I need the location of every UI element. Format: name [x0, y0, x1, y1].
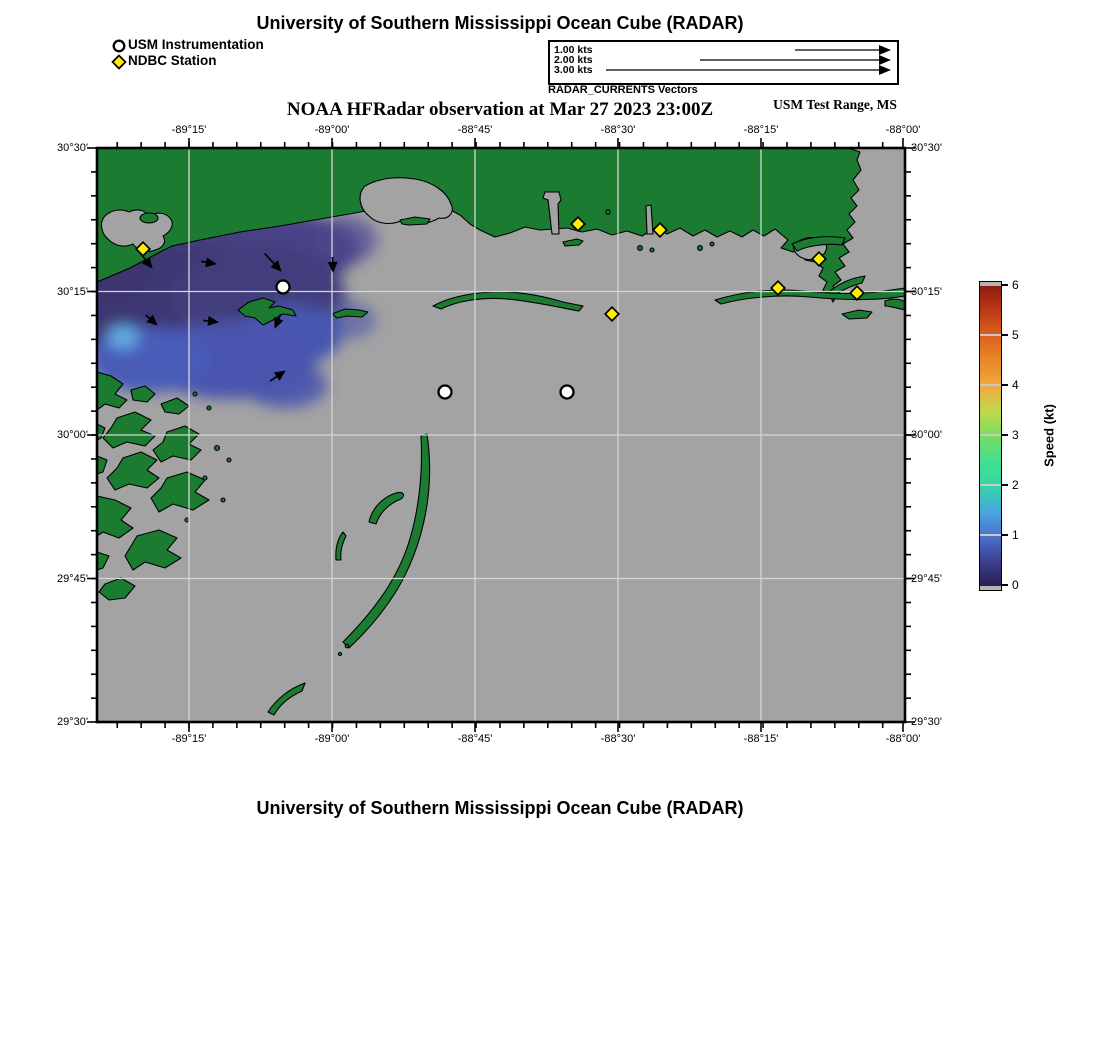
axis-tick-label: 29°45'	[911, 572, 942, 585]
colorbar-gridline	[980, 334, 1001, 336]
axis-tick-label: 29°45'	[57, 572, 88, 585]
colorbar-tick	[1002, 334, 1008, 336]
colorbar-gradient	[980, 286, 1001, 586]
footer-title: University of Southern Mississippi Ocean Cube (RADAR)	[256, 798, 744, 818]
colorbar-axis-label: Speed (kt)	[1041, 404, 1057, 467]
axis-tick-label: -88°15'	[743, 124, 779, 136]
colorbar-tick-label: 6	[1012, 277, 1019, 292]
colorbar-gridline	[980, 534, 1001, 536]
usm-station-marker	[561, 386, 574, 399]
axis-tick-label: 30°30'	[57, 142, 88, 154]
legend	[128, 37, 264, 69]
axis-tick-label: -89°15'	[171, 733, 207, 745]
colorbar-gridline	[980, 484, 1001, 486]
islet	[606, 210, 610, 214]
colorbar-tick-label: 3	[1012, 427, 1019, 442]
colorbar-tick	[1002, 434, 1008, 436]
legend-label-ndbc: NDBC Station	[128, 53, 217, 68]
usm-station-marker	[439, 386, 452, 399]
axis-tick-label: -88°30'	[600, 124, 636, 136]
colorbar-tick	[1002, 384, 1008, 386]
colorbar-tick-label: 0	[1012, 577, 1019, 592]
axis-tick-label: 29°30'	[911, 716, 942, 728]
legend-item-ndbc	[128, 53, 264, 69]
axis-tick-label: 30°00'	[57, 429, 88, 441]
colorbar-tick-label: 5	[1012, 327, 1019, 342]
legend-label-usm: USM Instrumentation	[128, 37, 264, 52]
vector-scale-label: 2.00 kts	[554, 54, 593, 66]
islet	[698, 246, 703, 251]
islet	[338, 652, 341, 655]
islet	[638, 246, 643, 251]
region-label: USM Test Range, MS	[773, 97, 897, 112]
vector-scale-arrows	[550, 42, 893, 83]
legend-item-usm	[128, 37, 264, 53]
colorbar-tick-label: 2	[1012, 477, 1019, 492]
axis-tick-label: -89°00'	[314, 124, 350, 136]
axis-tick-label: -88°45'	[457, 733, 493, 745]
islet	[345, 644, 349, 648]
vector-scale-box	[548, 40, 899, 85]
colorbar-cap	[980, 586, 1001, 590]
ndbc-diamond-icon	[111, 54, 127, 74]
colorbar-tick-label: 4	[1012, 377, 1019, 392]
islet	[710, 242, 714, 246]
vector-scale-label: 1.00 kts	[554, 44, 593, 56]
observation-subtitle: NOAA HFRadar observation at Mar 27 2023 23:00Z	[286, 99, 714, 120]
colorbar-tick-label: 1	[1012, 527, 1019, 542]
axis-tick-label: -88°15'	[743, 733, 779, 745]
map-canvas	[87, 138, 915, 732]
vector-scale-label: 3.00 kts	[554, 64, 593, 76]
colorbar-tick	[1002, 284, 1008, 286]
axis-tick-label: -88°00'	[885, 124, 921, 136]
axis-tick-label: 29°30'	[57, 716, 88, 728]
page-title: University of Southern Mississippi Ocean Cube (RADAR)	[256, 13, 744, 33]
islet	[650, 248, 654, 252]
colorbar-tick	[1002, 534, 1008, 536]
colorbar-gridline	[980, 384, 1001, 386]
map-plot	[87, 138, 915, 732]
axis-tick-label: 30°00'	[911, 429, 942, 441]
axis-tick-label: 30°15'	[57, 285, 88, 298]
colorbar-gridline	[980, 434, 1001, 436]
usm-station-marker	[277, 281, 290, 294]
axis-tick-label: -88°00'	[885, 733, 921, 745]
colorbar-bar	[979, 281, 1002, 591]
axis-tick-label: -89°00'	[314, 733, 350, 745]
axis-tick-label: -89°15'	[171, 124, 207, 136]
axis-tick-label: -88°45'	[457, 124, 493, 136]
colorbar-tick	[1002, 484, 1008, 486]
axis-tick-label: -88°30'	[600, 733, 636, 745]
colorbar-tick	[1002, 584, 1008, 586]
axis-tick-label: 30°30'	[911, 142, 942, 154]
vector-scale-caption: RADAR_CURRENTS Vectors	[548, 84, 698, 96]
islet	[140, 213, 158, 223]
axis-tick-label: 30°15'	[911, 285, 942, 298]
